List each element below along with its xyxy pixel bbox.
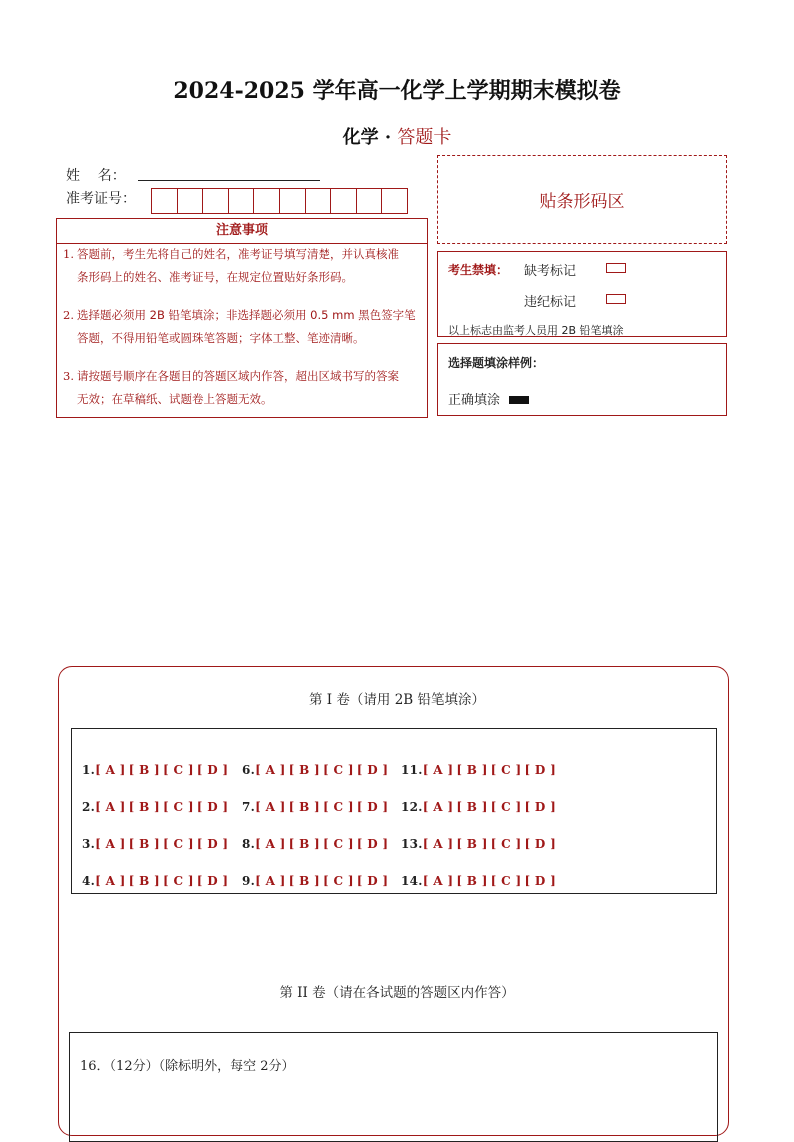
mc-option-bubble[interactable]: [ D ] [524, 874, 557, 888]
mc-question [401, 837, 559, 851]
mc-question [82, 874, 231, 888]
mc-option-bubble[interactable]: [ B ] [128, 874, 161, 888]
mc-question [401, 874, 559, 888]
mc-option-bubble[interactable]: [ C ] [163, 837, 194, 851]
mc-option-bubble[interactable]: [ B ] [456, 874, 488, 888]
notice-item-text: 请按题号顺序在各题目的答题区域内作答，超出区域书写的答案 [77, 369, 399, 383]
mc-question [401, 763, 559, 777]
exam-id-digit-box[interactable] [305, 188, 332, 214]
mc-option-bubble[interactable]: [ A ] [422, 763, 454, 777]
mc-option-bubble[interactable]: [ C ] [490, 874, 522, 888]
forbidden-label: 考生禁填： [448, 263, 509, 277]
notice-item [63, 243, 421, 289]
mc-option-bubble[interactable]: [ A ] [255, 874, 286, 888]
notice-item-text: 无效；在草稿纸、试题卷上答题无效。 [77, 392, 273, 406]
notice-item-text: 答题前，考生先将自己的姓名，准考证号填写清楚，并认真核准 [77, 247, 399, 261]
absent-mark-box[interactable] [606, 263, 626, 273]
exam-id-label: 准考证号： [66, 191, 136, 207]
mc-question-number: 9. [242, 874, 256, 888]
mc-option-bubble[interactable]: [ D ] [196, 874, 229, 888]
mc-question [82, 763, 231, 777]
violation-mark-box[interactable] [606, 294, 626, 304]
mc-option-bubble[interactable]: [ B ] [128, 837, 161, 851]
name-label: 姓 名： [66, 168, 126, 184]
exam-id-digit-box[interactable] [279, 188, 306, 214]
mc-option-bubble[interactable]: [ D ] [524, 837, 557, 851]
exam-id-digit-box[interactable] [381, 188, 408, 214]
mc-option-bubble[interactable]: [ A ] [255, 763, 286, 777]
mc-option-bubble[interactable]: [ C ] [490, 763, 522, 777]
notice-item-text: 选择题必须用 2B 铅笔填涂；非选择题必须用 0.5 mm 黑色签字笔 [77, 308, 416, 322]
mc-question-number: 7. [242, 800, 256, 814]
subtitle-answer-card: 答题卡 [397, 127, 452, 148]
mc-option-bubble[interactable]: [ D ] [356, 763, 389, 777]
mc-question [401, 800, 559, 814]
mc-option-bubble[interactable]: [ C ] [323, 763, 354, 777]
correct-fill-label: 正确填涂 [448, 393, 501, 408]
mc-option-bubble[interactable]: [ A ] [255, 800, 286, 814]
notice-item [63, 365, 421, 411]
fill-sample-panel [437, 343, 727, 416]
mc-option-bubble[interactable]: [ D ] [356, 874, 389, 888]
mc-question [242, 763, 391, 777]
violation-mark-label: 违纪标记 [524, 295, 577, 310]
mc-option-bubble[interactable]: [ B ] [288, 763, 321, 777]
mc-question [82, 800, 231, 814]
mc-question [242, 874, 391, 888]
mc-question [82, 837, 231, 851]
notice-item [63, 304, 421, 350]
notice-item-text: 条形码上的姓名、准考证号，在规定位置贴好条形码。 [77, 270, 353, 284]
mc-option-bubble[interactable]: [ B ] [456, 800, 488, 814]
mc-option-bubble[interactable]: [ B ] [128, 800, 161, 814]
mc-option-bubble[interactable]: [ D ] [196, 800, 229, 814]
mc-option-bubble[interactable]: [ A ] [422, 874, 454, 888]
name-input-line[interactable] [138, 180, 320, 181]
mc-option-bubble[interactable]: [ C ] [323, 837, 354, 851]
notice-title: 注意事项 [215, 223, 268, 238]
mc-option-bubble[interactable]: [ B ] [288, 837, 321, 851]
question-16-heading: 16．（12分）（除标明外，每空 2分） [80, 1059, 295, 1074]
mc-question [242, 837, 391, 851]
mc-question-number: 6. [242, 763, 256, 777]
mc-option-bubble[interactable]: [ D ] [196, 763, 229, 777]
examinee-forbidden-panel [437, 251, 727, 337]
mc-option-bubble[interactable]: [ A ] [422, 800, 454, 814]
mc-option-bubble[interactable]: [ A ] [255, 837, 286, 851]
mc-option-bubble[interactable]: [ B ] [288, 874, 321, 888]
mc-option-bubble[interactable]: [ D ] [524, 800, 557, 814]
mc-option-bubble[interactable]: [ A ] [95, 800, 126, 814]
page-title: 2024-2025 学年高一化学上学期期末模拟卷 [173, 78, 621, 104]
mc-question [242, 800, 391, 814]
mc-question-number: 12. [401, 800, 423, 814]
essay-answer-area[interactable] [69, 1032, 718, 1142]
mc-option-bubble[interactable]: [ A ] [95, 837, 126, 851]
section-2-title: 第 II 卷（请在各试题的答题区内作答） [279, 985, 515, 1001]
mc-option-bubble[interactable]: [ B ] [128, 763, 161, 777]
mc-option-bubble[interactable]: [ C ] [323, 800, 354, 814]
exam-id-digit-box[interactable] [356, 188, 383, 214]
fill-sample-label: 选择题填涂样例： [448, 356, 545, 370]
mc-option-bubble[interactable]: [ C ] [490, 837, 522, 851]
forbidden-note: 以上标志由监考人员用 2B 铅笔填涂 [448, 324, 624, 337]
mc-option-bubble[interactable]: [ C ] [163, 800, 194, 814]
exam-id-digit-box[interactable] [202, 188, 229, 214]
mc-option-bubble[interactable]: [ C ] [490, 800, 522, 814]
mc-option-bubble[interactable]: [ D ] [356, 800, 389, 814]
exam-id-digit-box[interactable] [151, 188, 178, 214]
mc-question-number: 2. [82, 800, 96, 814]
page-subtitle [0, 123, 794, 149]
section-1-title: 第 I 卷（请用 2B 铅笔填涂） [308, 692, 485, 708]
subtitle-subject: 化学 · [342, 127, 398, 148]
mc-question-number: 3. [82, 837, 96, 851]
notice-panel [56, 218, 428, 418]
notice-item-number: 2. [63, 308, 74, 322]
mc-option-bubble[interactable]: [ B ] [456, 837, 488, 851]
mc-option-bubble[interactable]: [ D ] [524, 763, 557, 777]
mc-question-number: 14. [401, 874, 423, 888]
mc-option-bubble[interactable]: [ A ] [95, 763, 126, 777]
mc-option-bubble[interactable]: [ D ] [196, 837, 229, 851]
mc-option-bubble[interactable]: [ A ] [422, 837, 454, 851]
mc-question-number: 4. [82, 874, 96, 888]
correct-fill-mark [509, 396, 529, 404]
notice-item-number: 3. [63, 369, 74, 383]
exam-id-digit-box[interactable] [253, 188, 280, 214]
absent-mark-label: 缺考标记 [524, 264, 577, 279]
barcode-label: 贴条形码区 [539, 192, 625, 212]
barcode-area [437, 155, 727, 244]
mc-question-number: 11. [401, 763, 423, 777]
mc-option-bubble[interactable]: [ B ] [456, 763, 488, 777]
exam-id-boxes[interactable] [151, 188, 407, 212]
mc-option-bubble[interactable]: [ C ] [163, 874, 194, 888]
exam-id-digit-box[interactable] [330, 188, 357, 214]
mc-option-bubble[interactable]: [ D ] [356, 837, 389, 851]
mc-option-bubble[interactable]: [ C ] [323, 874, 354, 888]
mc-question-number: 13. [401, 837, 423, 851]
notice-item-text: 答题，不得用铅笔或圆珠笔答题；字体工整、笔迹清晰。 [77, 331, 365, 345]
mc-option-bubble[interactable]: [ C ] [163, 763, 194, 777]
notice-item-number: 1. [63, 247, 74, 261]
exam-id-digit-box[interactable] [228, 188, 255, 214]
mc-question-number: 1. [82, 763, 96, 777]
mc-question-number: 8. [242, 837, 256, 851]
mc-option-bubble[interactable]: [ A ] [95, 874, 126, 888]
multiple-choice-grid [71, 728, 717, 894]
exam-id-digit-box[interactable] [177, 188, 204, 214]
mc-option-bubble[interactable]: [ B ] [288, 800, 321, 814]
